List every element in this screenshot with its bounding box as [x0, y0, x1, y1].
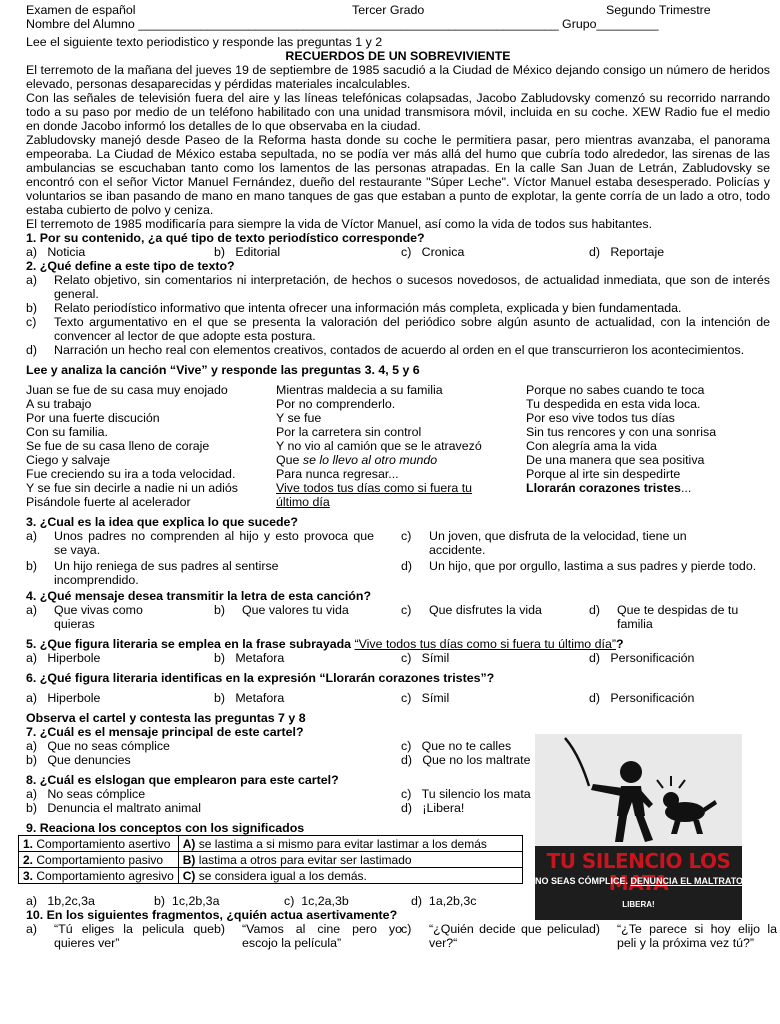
q10-option-d[interactable]: d) “¿Te parece si hoy elijo la peli y la próxima vez tú?”	[589, 922, 777, 950]
lyric-line: Por no comprenderlo.	[276, 397, 396, 411]
q7-option-a[interactable]: a) Que no seas cómplice	[26, 739, 170, 753]
poster-subtitle: NO SEAS CÓMPLICE. DENUNCIA EL MALTRATO ANIMAL	[535, 876, 780, 886]
lyric-line: Se fue de su casa lleno de coraje	[26, 439, 210, 453]
q9-option-b[interactable]: b) 1c,2b,3a	[154, 894, 220, 908]
q3-option-b[interactable]: b) Un hijo reniega de sus padres al sentirse incomprendido.	[26, 559, 279, 587]
person-whipping-dog-illustration	[535, 734, 742, 846]
q1-option-b[interactable]: b) Editorial	[214, 245, 281, 259]
paragraph: Zabludovsky manejó desde Paseo de la Reforma hasta donde su coche le permitiera pasar, pero mientras avanzaba, el panorama empeoraba. La Ciudad de México estaba sepultada, no se podía ver más allá del humo que cubría todo alrededor, las sirenas de las ambulancias se escuchaban tanto como los lamentos de las personas atrapadas. En la calle San Juan de Letrán, Zabludovsky se encontró con el señor Victor Manuel Fernández, dueño del restaurante "Súper Leche". Víctor Manuel estaba desesperado. Policías y voluntarios se iban pasando de mano en mano tanques de gas que estaban a punto de explotar, la gente corría de un lado a otro, todo estaba cubierto de polvo y ceniza.	[26, 133, 770, 217]
lyrics-column-3	[526, 383, 716, 495]
exam-term: Segundo Trimestre	[606, 3, 711, 17]
lyric-line: Llorarán corazones tristes...	[526, 481, 692, 495]
lyric-line: Porque al irte sin despedirte	[526, 467, 681, 481]
poster-text-panel	[535, 846, 780, 920]
lyric-line: Pisándole fuerte al acelerador	[26, 495, 191, 509]
poster-instruction: Observa el cartel y contesta las preguntas 7 y 8	[26, 711, 306, 725]
question-10: 10. En los siguientes fragmentos, ¿quién actua asertivamente?	[26, 908, 398, 922]
q3-option-c[interactable]: c) Un joven, que disfruta de la velocidad, tiene un accidente.	[401, 529, 687, 557]
q5-option-b[interactable]: b) Metafora	[214, 651, 285, 665]
lyric-line: Sin tus rencores y con una sonrisa	[526, 425, 717, 439]
lyric-line: De una manera que sea positiva	[526, 453, 705, 467]
q6-option-c[interactable]: c) Símil	[401, 691, 450, 705]
concepts-table	[18, 835, 523, 884]
lyric-line: Para nunca regresar...	[276, 467, 399, 481]
q1-option-d[interactable]: d) Reportaje	[589, 245, 665, 259]
exam-grade: Tercer Grado	[352, 3, 425, 17]
lyric-line: Y se fue sin decirle a nadie ni un adiós	[26, 481, 238, 495]
q1-options	[26, 245, 770, 259]
q4-option-b[interactable]: b) Que valores tu vida	[214, 603, 349, 617]
poster-brand: LIBERA!	[622, 900, 655, 909]
q10-option-a[interactable]: a) “Tú eliges la pelicula que quieres ver”	[26, 922, 214, 950]
q4-option-d[interactable]: d) Que te despidas de tu familia	[589, 603, 739, 631]
lyric-line-underlined: último día	[276, 495, 330, 509]
q8-option-d[interactable]: d) ¡Libera!	[401, 801, 465, 815]
header-row	[26, 3, 770, 17]
paragraph: El terremoto de 1985 modificaría para siempre la vida de Víctor Manuel, así como la vida de todos sus habitantes.	[26, 217, 653, 231]
table-row: 1. Comportamiento asertivo A) se lastima a si mismo para evitar lastimar a los demás	[19, 836, 523, 852]
q7-option-d[interactable]: d) Que no los maltrate	[401, 753, 531, 767]
q1-option-c[interactable]: c) Cronica	[401, 245, 465, 259]
lyric-line: Con alegría ama la vida	[526, 439, 657, 453]
lyric-line: Por una fuerte discución	[26, 411, 160, 425]
lyric-line: Fue creciendo su ira a toda velocidad.	[26, 467, 236, 481]
q8-option-a[interactable]: a) No seas cómplice	[26, 787, 146, 801]
lyric-line: Mientras maldecia a su familia	[276, 383, 443, 397]
table-row: 2. Comportamiento pasivo B) lastima a otros para evitar ser lastimado	[19, 852, 523, 868]
q3-option-a[interactable]: a) Unos padres no comprenden al hijo y esto provoca que se vaya.	[26, 529, 374, 557]
q6-options	[26, 691, 770, 705]
question-9: 9. Reaciona los conceptos con los significados	[26, 821, 305, 835]
q7-option-c[interactable]: c) Que no te calles	[401, 739, 512, 753]
q3-options-2	[26, 559, 770, 589]
question-1: 1. Por su contenido, ¿a qué tipo de texto periodístico corresponde?	[26, 231, 425, 245]
q4-option-c[interactable]: c) Que disfrutes la vida	[401, 603, 542, 617]
reading1-instruction: Lee el siguiente texto periodistico y responde las preguntas 1 y 2	[26, 35, 383, 49]
lyric-line: Con su familia.	[26, 425, 108, 439]
question-7: 7. ¿Cuál es el mensaje principal de este cartel?	[26, 725, 304, 739]
paragraph: Con las señales de televisión fuera del aire y las líneas telefónicas colapsadas, Jacobo Zabludovsky comenzó su recorrido narrando todo a su paso por medio de un teléfono habilitado con una unidad transmisora móvil, incluida en su coche. XEW Radio fue el medio en donde Jacobo informó los detalles de lo que observaba en la ciudad.	[26, 91, 770, 133]
q8-option-b[interactable]: b) Denuncia el maltrato animal	[26, 801, 201, 815]
q5-option-a[interactable]: a) Hiperbole	[26, 651, 101, 665]
exam-subject: Examen de español	[26, 3, 136, 17]
q9-option-c[interactable]: c) 1c,2a,3b	[284, 894, 349, 908]
question-4: 4. ¿Qué mensaje desea transmitir la letra de esta canción?	[26, 589, 372, 603]
q2-option-c[interactable]: c) Texto argumentativo en el que se presenta la valoración del periódico sobre algún asunto de actualidad, con la intención de convencer al lector de que adopte esta postura.	[26, 315, 770, 343]
q6-option-d[interactable]: d) Personificación	[589, 691, 695, 705]
q5-option-c[interactable]: c) Símil	[401, 651, 450, 665]
q2-option-a[interactable]: a) Relato objetivo, sin comentarios ni interpretación, de hechos o sucesos novedosos, de actualidad inmediata, que son de interés general.	[26, 273, 770, 301]
campaign-poster	[535, 734, 780, 920]
student-name-line: Nombre del Alumno _____________________________________________________________ Grupo_________	[26, 17, 659, 31]
q10-option-b[interactable]: b) “Vamos al cine pero yo escojo la película”	[214, 922, 402, 950]
reading1-title: RECUERDOS DE UN SOBREVIVIENTE	[285, 49, 511, 63]
lyric-line: Tu despedida en esta vida loca.	[526, 397, 701, 411]
q5-option-d[interactable]: d) Personificación	[589, 651, 695, 665]
reading1-text	[26, 63, 770, 231]
poster-headline: TU SILENCIO LOS MATA	[546, 849, 731, 895]
song-lyrics	[26, 383, 770, 509]
question-8: 8. ¿Cuál es elslogan que emplearon para este cartel?	[26, 773, 339, 787]
lyric-line: Y no vio al camión que se le atravezó	[276, 439, 482, 453]
lyric-line-underlined: Vive todos tus días como si fuera tu	[276, 481, 473, 495]
q7-option-b[interactable]: b) Que denuncies	[26, 753, 131, 767]
q10-option-c[interactable]: c) “¿Quién decide que pelicula ver?“	[401, 922, 589, 950]
lyric-line: Que se lo llevo al otro mundo	[276, 453, 438, 467]
lyrics-column-2	[276, 383, 482, 509]
lyric-line: Porque no sabes cuando te toca	[526, 383, 705, 397]
lyric-line: A su trabajo	[26, 397, 92, 411]
q9-option-d[interactable]: d) 1a,2b,3c	[411, 894, 477, 908]
lyrics-column-1	[26, 383, 238, 509]
q9-option-a[interactable]: a) 1b,2c,3a	[26, 894, 95, 908]
q2-option-d[interactable]: d) Narración un hecho real con elementos creativos, contados de acuerdo al orden en el que transcurrieron los acontecimientos.	[26, 343, 745, 357]
question-5: 5. ¿Que figura literaria se emplea en la frase subrayada “Vive todos tus días como si fuera tu último día”?	[26, 637, 624, 651]
q10-options	[26, 922, 777, 966]
q6-option-a[interactable]: a) Hiperbole	[26, 691, 101, 705]
question-6: 6. ¿Qué figura literaria identificas en la expresión “Llorarán corazones tristes”?	[26, 671, 495, 685]
lyric-line: Por la carretera sin control	[276, 425, 422, 439]
q8-option-c[interactable]: c) Tu silencio los mata	[401, 787, 531, 801]
lyric-line: Por eso vive todos tus días	[526, 411, 675, 425]
question-3: 3. ¿Cual es la idea que explica lo que sucede?	[26, 515, 299, 529]
lyric-line: Ciego y salvaje	[26, 453, 111, 467]
q6-option-b[interactable]: b) Metafora	[214, 691, 285, 705]
paragraph: El terremoto de la mañana del jueves 19 de septiembre de 1985 sacudió a la Ciudad de México dejando consigo un número de heridos elevado, personas desaparecidas y pérdidas materiales incalculables.	[26, 63, 770, 91]
question-2: 2. ¿Qué define a este tipo de texto?	[26, 259, 235, 273]
q4-options	[26, 603, 770, 633]
q5-options	[26, 651, 770, 665]
lyric-line: Juan se fue de su casa muy enojado	[26, 383, 228, 397]
q1-option-a[interactable]: a) Noticia	[26, 245, 86, 259]
q3-option-d[interactable]: d) Un hijo, que por orgullo, lastima a sus padres y pierde todo.	[401, 559, 757, 573]
q4-option-a[interactable]: a) Que vivas como quieras	[26, 603, 143, 631]
q2-option-b[interactable]: b) Relato periodístico informativo que intenta ofrecer una información más completa, explicada y bien fundamentada.	[26, 301, 682, 315]
song-instruction: Lee y analiza la canción “Vive” y responde las preguntas 3. 4, 5 y 6	[26, 363, 420, 377]
lyric-line: Y se fue	[276, 411, 322, 425]
q3-options	[26, 529, 770, 559]
table-row: 3. Comportamiento agresivo C) se considera igual a los demás.	[19, 868, 523, 884]
